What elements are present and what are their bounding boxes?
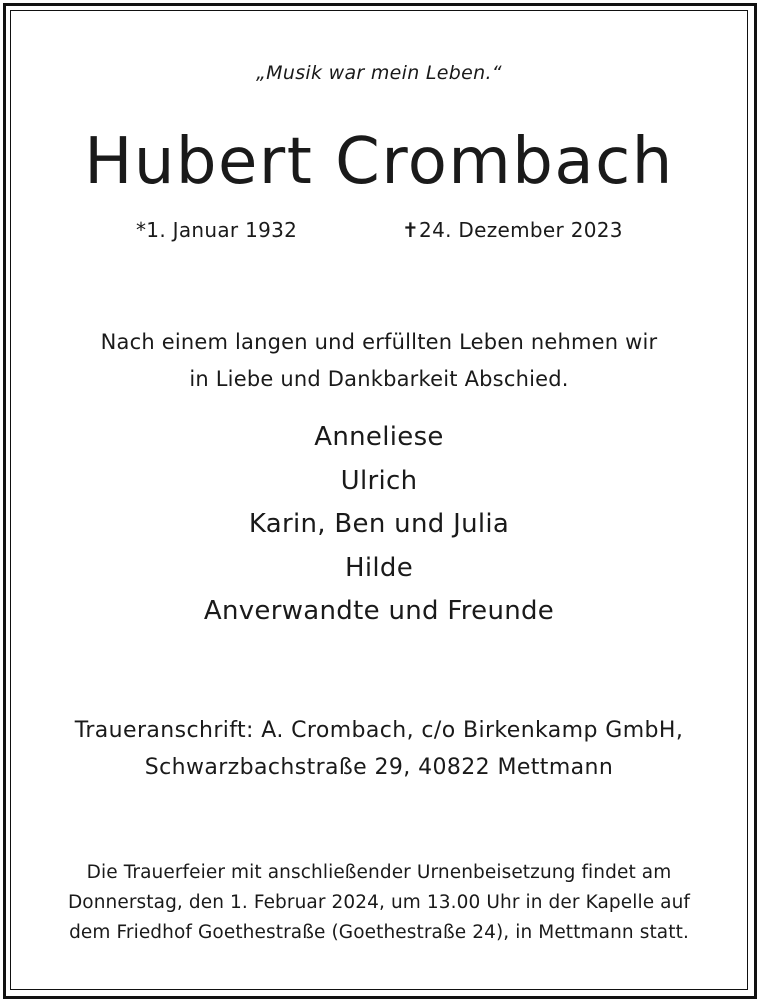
mourner-name: Karin, Ben und Julia (248, 509, 510, 539)
mourner-name: Anverwandte und Freunde (203, 596, 555, 626)
ceremony-info (12, 858, 746, 948)
mourners-list (12, 416, 746, 634)
mourner-name: Ulrich (340, 465, 418, 496)
deceased-name: Hubert Crombach (84, 125, 674, 199)
address-line: Traueranschrift: A. Crombach, c/o Birkenkamp GmbH, (74, 718, 684, 743)
death-date: ✝24. Dezember 2023 (402, 218, 623, 242)
farewell-line: Nach einem langen und erfüllten Leben nehmen wir (100, 330, 658, 354)
mourning-address (12, 712, 746, 786)
farewell-text (12, 324, 746, 398)
ceremony-line: Die Trauerfeier mit anschließender Urnenbeisetzung findet am (86, 862, 672, 883)
mourner-name: Hilde (345, 552, 413, 583)
ceremony-line: dem Friedhof Goethestraße (Goethestraße 24), in Mettmann statt. (69, 922, 689, 943)
birth-date: *1. Januar 1932 (136, 218, 298, 242)
ceremony-line: Donnerstag, den 1. Februar 2024, um 13.00 Uhr in der Kapelle auf (67, 892, 691, 913)
address-line: Schwarzbachstraße 29, 40822 Mettmann (144, 755, 614, 780)
mourner-name: Anneliese (314, 422, 444, 452)
farewell-line: in Liebe und Dankbarkeit Abschied. (189, 367, 569, 391)
motto-quote: „Musik war mein Leben.“ (256, 62, 502, 84)
